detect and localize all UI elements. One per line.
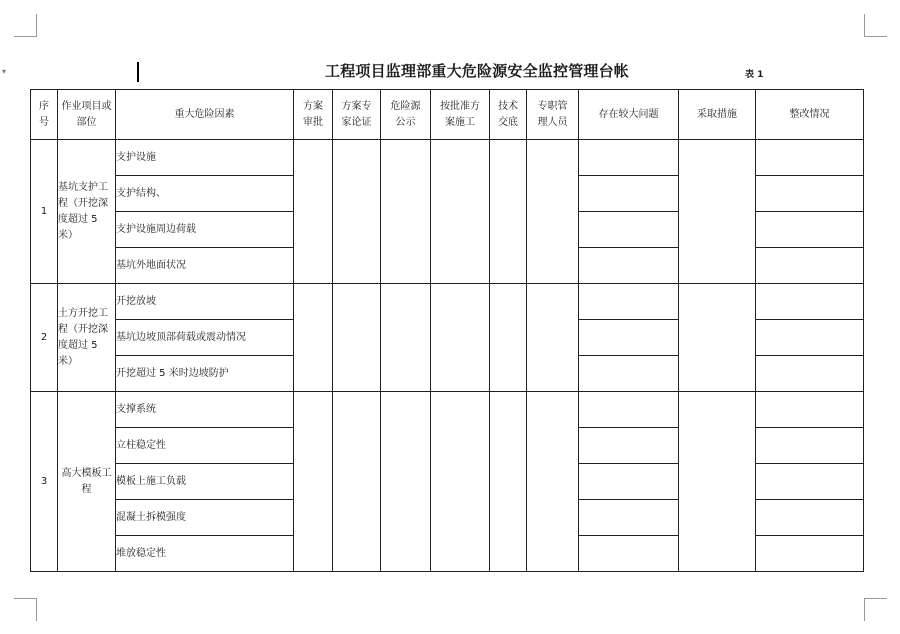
hazard-ledger-table: [30, 89, 864, 572]
hazard-factor-cell: 模板上施工负载: [116, 464, 294, 500]
table-number: 表 1: [745, 70, 764, 80]
header-work-item: 作业项目或部位: [58, 90, 116, 140]
plan-review-cell[interactable]: [294, 140, 333, 284]
table-row: [31, 392, 864, 428]
expert-review-cell[interactable]: [333, 284, 381, 392]
hazard-factor-cell: 堆放稳定性: [116, 536, 294, 572]
personnel-cell[interactable]: [527, 284, 579, 392]
hazard-factor-cell: 支护设施周边荷载: [116, 212, 294, 248]
personnel-cell[interactable]: [527, 392, 579, 572]
row-work-item: 土方开挖工程（开挖深度超过 5 米）: [58, 284, 116, 392]
hazard-factor-cell: 基坑边坡顶部荷载或震动情况: [116, 320, 294, 356]
briefing-cell[interactable]: [490, 140, 527, 284]
problems-cell[interactable]: [579, 500, 679, 536]
problems-cell[interactable]: [579, 176, 679, 212]
header-plan-review: 方案审批: [294, 90, 333, 140]
problems-cell[interactable]: [579, 212, 679, 248]
expert-review-cell[interactable]: [333, 392, 381, 572]
header-personnel: 专职管理人员: [527, 90, 579, 140]
rectification-cell[interactable]: [756, 428, 864, 464]
crop-mark-top-right: [864, 14, 887, 37]
row-seq: 1: [31, 140, 58, 284]
header-briefing: 技术交底: [490, 90, 527, 140]
crop-mark-top-left: [14, 14, 37, 37]
plan-review-cell[interactable]: [294, 284, 333, 392]
header-seq: 序号: [31, 90, 58, 140]
row-work-item: 高大模板工程: [58, 392, 116, 572]
personnel-cell[interactable]: [527, 140, 579, 284]
table-row: [31, 140, 864, 176]
header-rectification: 整改情况: [756, 90, 864, 140]
measures-cell[interactable]: [679, 392, 756, 572]
crop-mark-bottom-left: [14, 598, 37, 621]
rectification-cell[interactable]: [756, 500, 864, 536]
crop-mark-bottom-right: [864, 598, 887, 621]
document-title: 工程项目监理部重大危险源安全监控管理台帐: [325, 62, 630, 80]
table-header-row: [31, 90, 864, 140]
rectification-cell[interactable]: [756, 248, 864, 284]
construction-cell[interactable]: [431, 140, 490, 284]
header-problems: 存在较大问题: [579, 90, 679, 140]
row-work-item: 基坑支护工程（开挖深度超过 5 米）: [58, 140, 116, 284]
header-measures: 采取措施: [679, 90, 756, 140]
hazard-factor-cell: 支护结构、: [116, 176, 294, 212]
problems-cell[interactable]: [579, 320, 679, 356]
row-seq: 3: [31, 392, 58, 572]
rectification-cell[interactable]: [756, 176, 864, 212]
construction-cell[interactable]: [431, 284, 490, 392]
expert-review-cell[interactable]: [333, 140, 381, 284]
header-construction: 按批准方案施工: [431, 90, 490, 140]
margin-marker-icon: ▾: [2, 67, 7, 76]
hazard-factor-cell: 支护设施: [116, 140, 294, 176]
header-expert-review: 方案专家论证: [333, 90, 381, 140]
rectification-cell[interactable]: [756, 392, 864, 428]
problems-cell[interactable]: [579, 428, 679, 464]
rectification-cell[interactable]: [756, 320, 864, 356]
hazard-factor-cell: 开挖超过 5 米时边坡防护: [116, 356, 294, 392]
problems-cell[interactable]: [579, 536, 679, 572]
rectification-cell[interactable]: [756, 536, 864, 572]
text-cursor: [137, 62, 139, 82]
briefing-cell[interactable]: [490, 392, 527, 572]
hazard-factor-cell: 开挖放坡: [116, 284, 294, 320]
rectification-cell[interactable]: [756, 464, 864, 500]
briefing-cell[interactable]: [490, 284, 527, 392]
problems-cell[interactable]: [579, 248, 679, 284]
rectification-cell[interactable]: [756, 356, 864, 392]
measures-cell[interactable]: [679, 284, 756, 392]
hazard-factor-cell: 支撑系统: [116, 392, 294, 428]
publicity-cell[interactable]: [381, 284, 431, 392]
rectification-cell[interactable]: [756, 212, 864, 248]
problems-cell[interactable]: [579, 356, 679, 392]
header-publicity: 危险源公示: [381, 90, 431, 140]
problems-cell[interactable]: [579, 464, 679, 500]
problems-cell[interactable]: [579, 140, 679, 176]
measures-cell[interactable]: [679, 140, 756, 284]
publicity-cell[interactable]: [381, 392, 431, 572]
construction-cell[interactable]: [431, 392, 490, 572]
hazard-factor-cell: 立柱稳定性: [116, 428, 294, 464]
plan-review-cell[interactable]: [294, 392, 333, 572]
hazard-factor-cell: 基坑外地面状况: [116, 248, 294, 284]
problems-cell[interactable]: [579, 284, 679, 320]
rectification-cell[interactable]: [756, 284, 864, 320]
rectification-cell[interactable]: [756, 140, 864, 176]
header-hazard: 重大危险因素: [116, 90, 294, 140]
publicity-cell[interactable]: [381, 140, 431, 284]
table-row: [31, 284, 864, 320]
problems-cell[interactable]: [579, 392, 679, 428]
row-seq: 2: [31, 284, 58, 392]
hazard-factor-cell: 混凝土拆模强度: [116, 500, 294, 536]
